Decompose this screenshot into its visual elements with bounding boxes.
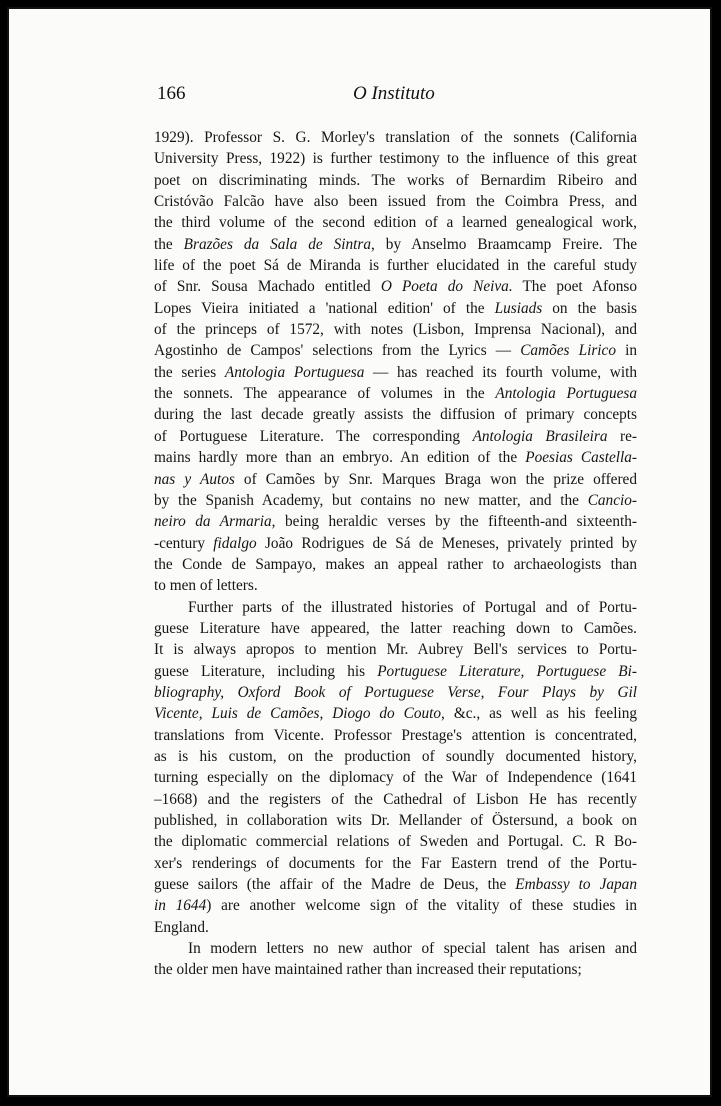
text-line <box>154 810 637 831</box>
text-line <box>154 469 637 490</box>
text-segment: life of the poet Sá de Miranda is further elucidated in the careful study <box>154 257 637 275</box>
text-line <box>154 746 637 767</box>
text-line <box>154 853 637 874</box>
text-line <box>154 831 637 852</box>
text-segment: , being heraldic verses by the fifteenth-and sixteenth- <box>271 513 637 531</box>
text-segment: Further parts of the illustrated histories of Portugal and of Portu- <box>188 598 637 616</box>
text-line <box>154 490 637 511</box>
paragraph <box>154 597 637 939</box>
text-segment: the older men have maintained rather than increased their reputations; <box>154 961 582 979</box>
text-line <box>154 234 637 255</box>
text-line <box>154 511 637 532</box>
text-line <box>154 959 637 980</box>
text-line <box>154 597 637 618</box>
text-line <box>154 212 637 233</box>
italic-text: O Poeta do Neiva. <box>380 278 513 296</box>
text-segment: guese Literature have appeared, the latter reaching down to Camões. <box>154 619 637 637</box>
text-segment: xer's renderings of documents for the Far Eastern trend of the Portu- <box>154 854 637 872</box>
text-segment: the diplomatic commercial relations of Sweden and Portugal. C. R Bo- <box>154 833 637 851</box>
italic-text: Vicente, Luis de Camões, Diogo do Couto, <box>154 705 445 723</box>
text-segment: The poet Afonso <box>512 278 637 296</box>
text-segment: to men of letters. <box>154 577 258 595</box>
text-segment: of the princeps of 1572, with notes (Lisbon, Imprensa Nacional), and <box>154 321 637 339</box>
text-line <box>154 895 637 916</box>
text-segment: of Snr. Sousa Machado entitled <box>154 278 381 296</box>
text-line <box>154 938 637 959</box>
text-segment: on the basis <box>542 299 637 317</box>
text-line <box>154 340 637 361</box>
body-text <box>154 127 637 981</box>
italic-text: Antologia Brasileira <box>472 427 608 445</box>
text-line <box>154 127 637 148</box>
text-segment: University Press, 1922) is further testimony to the influence of this great <box>154 150 637 168</box>
text-segment: In modern letters no new author of special talent has arisen and <box>188 940 637 958</box>
text-segment: the Conde de Sampayo, makes an appeal rather to archaeologists than <box>154 555 637 573</box>
text-segment: guese Literature, including his <box>154 662 378 680</box>
italic-text: Antologia Portuguesa <box>224 363 365 381</box>
italic-text: nas y Autos <box>154 470 235 488</box>
text-line <box>154 298 637 319</box>
text-line <box>154 191 637 212</box>
italic-text: Portuguese Literature, Portuguese Bi- <box>377 662 637 680</box>
text-line <box>154 170 637 191</box>
text-line <box>154 533 637 554</box>
text-line <box>154 682 637 703</box>
text-segment: during the last decade greatly assists the diffusion of primary concepts <box>154 406 637 424</box>
italic-text: Antologia Portuguesa <box>495 385 637 403</box>
text-segment: –1668) and the registers of the Cathedral of Lisbon He has recently <box>154 790 637 808</box>
text-line <box>154 661 637 682</box>
paragraph <box>154 127 637 597</box>
text-line <box>154 148 637 169</box>
text-segment: poet on discriminating minds. The works of Bernardim Ribeiro and <box>154 171 637 189</box>
text-segment: the sonnets. The appearance of volumes in the <box>154 385 496 403</box>
text-segment: João Rodrigues de Sá de Meneses, privately printed by <box>256 534 637 552</box>
text-segment: turning especially on the diplomacy of the War of Independence (1641 <box>154 769 637 787</box>
text-segment: Cristóvão Falcão have also been issued from the Coimbra Press, and <box>154 193 637 211</box>
italic-text: Lusiads <box>494 299 543 317</box>
text-segment: -century <box>154 534 214 552</box>
text-line <box>154 767 637 788</box>
text-line <box>154 639 637 660</box>
text-line <box>154 404 637 425</box>
text-segment: It is always apropos to mention Mr. Aubrey Bell's services to Portu- <box>154 641 637 659</box>
text-line <box>154 874 637 895</box>
paragraph <box>154 938 637 981</box>
italic-text: bliography, Oxford Book of Portuguese Verse, Four Plays by Gil <box>154 683 637 701</box>
text-segment: published, in collaboration wits Dr. Mellander of Östersund, a book on <box>154 812 637 829</box>
italic-text: Poesias Castella- <box>525 449 637 467</box>
text-segment: ) are another welcome sign of the vitality of these studies in <box>206 897 637 915</box>
text-segment: the <box>154 235 184 253</box>
text-line <box>154 362 637 383</box>
text-segment: , by Anselmo Braamcamp Freire. The <box>371 235 638 253</box>
text-segment: Agostinho de Campos' selections from the Lyrics — <box>154 342 521 360</box>
italic-text: fidalgo <box>213 534 257 552</box>
text-segment: mains hardly more than an embryo. An edition of the <box>154 449 526 467</box>
text-line <box>154 725 637 746</box>
text-line <box>154 917 637 938</box>
text-line <box>154 575 637 596</box>
text-line <box>154 703 637 724</box>
page-header <box>157 83 635 109</box>
text-line <box>154 447 637 468</box>
italic-text: in 1644 <box>154 897 207 915</box>
text-segment: re- <box>607 427 638 445</box>
text-line <box>154 319 637 340</box>
text-segment: the third volume of the second edition of a learned genealogical work, <box>154 214 637 232</box>
text-line <box>154 554 637 575</box>
italic-text: Brazões da Sala de Sintra <box>183 235 372 253</box>
italic-text: Camões Lirico <box>520 342 616 360</box>
text-segment: as is his custom, on the production of soundly documented history, <box>154 747 637 765</box>
text-line <box>154 426 637 447</box>
text-line <box>154 255 637 276</box>
page-number: 166 <box>157 83 186 104</box>
text-segment: 1929). Professor S. G. Morley's translation of the sonnets (California <box>154 129 637 146</box>
text-line <box>154 276 637 297</box>
italic-text: Embassy to Japan <box>515 876 637 894</box>
italic-text: Cancio- <box>587 491 637 509</box>
text-segment: of Camões by Snr. Marques Braga won the prize offered <box>234 470 637 488</box>
text-segment: guese sailors (the affair of the Madre de Deus, the <box>154 876 516 894</box>
text-segment: by the Spanish Academy, but contains no new matter, and the <box>154 491 588 509</box>
italic-text: neiro da Armaria <box>154 513 272 531</box>
text-line <box>154 383 637 404</box>
text-segment: the series <box>154 363 225 381</box>
text-segment: Lopes Vieira initiated a 'national edition' of the <box>154 299 495 317</box>
page <box>7 7 712 1097</box>
text-segment: translations from Vicente. Professor Prestage's attention is concentrated, <box>154 726 637 744</box>
text-line <box>154 618 637 639</box>
text-segment: England. <box>154 918 209 936</box>
running-title: O Instituto <box>353 83 435 104</box>
text-segment: &c., as well as his feeling <box>444 705 637 723</box>
text-segment: — has reached its fourth volume, with <box>364 363 637 381</box>
text-line <box>154 789 637 810</box>
text-segment: in <box>615 342 637 360</box>
text-segment: of Portuguese Literature. The corresponding <box>154 427 473 445</box>
